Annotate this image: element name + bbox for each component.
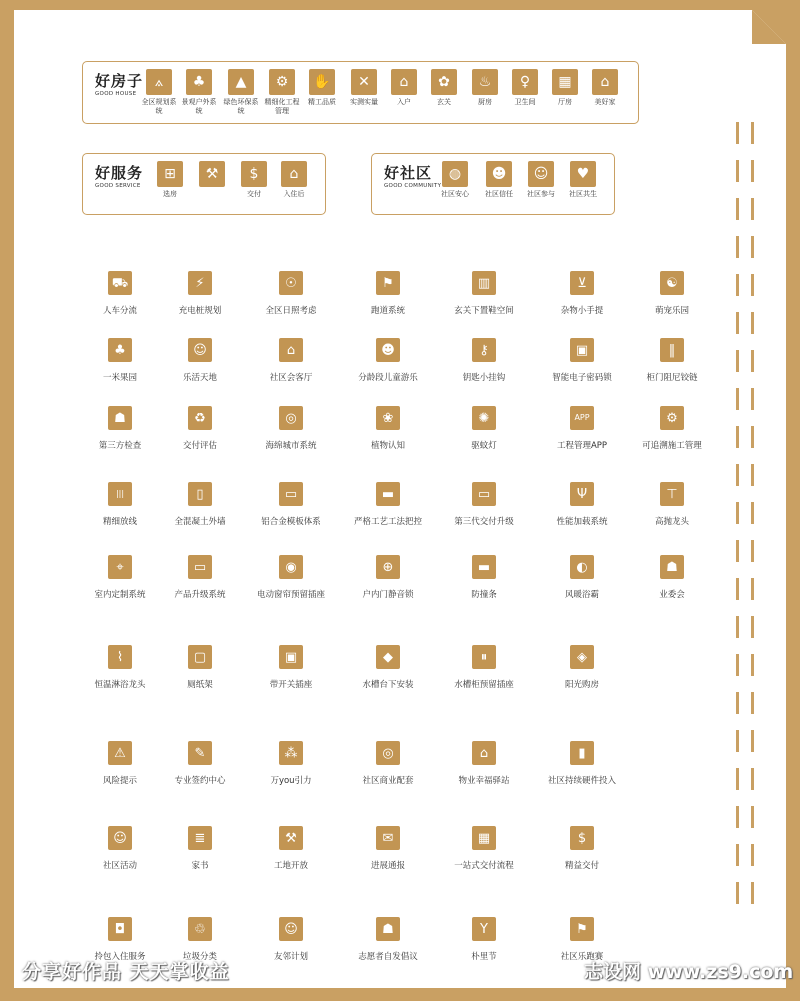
feature-item xyxy=(150,555,250,600)
feature-item xyxy=(434,482,534,527)
feature-item xyxy=(338,826,438,871)
panel-item xyxy=(219,69,263,116)
feature-item-label: 阳光购房 xyxy=(564,680,599,690)
hands-heart-icon: ♥ xyxy=(570,161,596,187)
feature-item-label: 萌宠乐园 xyxy=(654,306,689,316)
feature-item xyxy=(434,917,534,962)
feature-item xyxy=(434,338,534,383)
dash-segment xyxy=(736,236,739,258)
feature-item xyxy=(150,917,250,962)
dash-segment xyxy=(751,464,754,486)
dash-segment xyxy=(736,502,739,524)
panel-item xyxy=(561,161,605,199)
good-house-title xyxy=(95,72,143,97)
family-icon: ☺ xyxy=(528,161,554,187)
house-icon: ⌂ xyxy=(281,161,307,187)
molecule-icon: ⁂ xyxy=(279,741,303,765)
good-house-panel xyxy=(82,61,639,124)
hinge-icon: ‖ xyxy=(660,338,684,362)
charger-icon: ⚡ xyxy=(188,271,212,295)
feature-item-label: 进展通报 xyxy=(370,861,405,871)
bulb-icon: ◎ xyxy=(279,406,303,430)
dash-segment xyxy=(751,844,754,866)
feature-item-label: 拎包入住服务 xyxy=(94,952,146,962)
feature-item-label: 全区日照考虑 xyxy=(265,306,317,316)
globe-icon: ◍ xyxy=(442,161,468,187)
trace-gear-icon: ⚙ xyxy=(660,406,684,430)
dash-segment xyxy=(751,806,754,828)
activity-icon: ☺ xyxy=(108,826,132,850)
panel-item xyxy=(300,69,344,107)
feature-item xyxy=(532,271,632,316)
good-house-title-cn: 好房子 xyxy=(95,72,144,90)
panel-item-label: 社区信任 xyxy=(485,190,513,198)
panel-item xyxy=(148,161,192,199)
panel-item-label: 社区参与 xyxy=(527,190,555,198)
wall-icon: ▯ xyxy=(188,482,212,506)
watermark-left: 分享好作品 天天掌收益 xyxy=(22,961,230,983)
feature-item xyxy=(150,482,250,527)
device-icon: ▬ xyxy=(376,482,400,506)
feature-item xyxy=(338,917,438,962)
panel-item-label: 选房 xyxy=(163,190,177,198)
dash-segment xyxy=(751,882,754,904)
feature-item xyxy=(622,482,722,527)
panel-item xyxy=(543,69,587,107)
ruler-cross-icon: ✕ xyxy=(351,69,377,95)
good-service-title xyxy=(95,164,143,189)
feature-item-label: 物业幸福驿站 xyxy=(458,776,510,786)
panel-item xyxy=(422,69,466,107)
feature-item xyxy=(532,917,632,962)
feature-item-label: 专业签约中心 xyxy=(174,776,226,786)
runner-icon: ⚑ xyxy=(376,271,400,295)
dash-segment xyxy=(736,806,739,828)
inspector-icon: ☗ xyxy=(108,406,132,430)
feature-item-label: 恒温淋浴龙头 xyxy=(94,680,146,690)
feature-item xyxy=(338,271,438,316)
good-service-title-cn: 好服务 xyxy=(95,164,144,182)
pine-tree-icon: ▲ xyxy=(228,69,254,95)
bag-icon: ◘ xyxy=(108,917,132,941)
feature-item xyxy=(338,555,438,600)
feature-item-label: 精益交付 xyxy=(564,861,599,871)
panel-item-label: 交付 xyxy=(247,190,261,198)
feature-item xyxy=(241,406,341,451)
feature-item-label: 工地开放 xyxy=(273,861,308,871)
panel-item xyxy=(232,161,276,199)
calculator-icon: ▦ xyxy=(472,826,496,850)
feature-item-label: 社区商业配套 xyxy=(362,776,414,786)
moneybag2-icon: $ xyxy=(570,826,594,850)
feature-item-label: 防撞条 xyxy=(471,590,497,600)
app-icon: APP xyxy=(570,406,594,430)
good-service-panel xyxy=(82,153,326,215)
feature-item xyxy=(338,741,438,786)
feature-item xyxy=(532,338,632,383)
feature-item xyxy=(241,741,341,786)
warning-icon: ⚠ xyxy=(108,741,132,765)
feature-item-label: 社区乐跑赛 xyxy=(560,952,604,962)
feature-item-label: 一站式交付流程 xyxy=(454,861,514,871)
feature-item-label: 电动窗帘预留插座 xyxy=(256,590,325,600)
panel-item-label: 实测实量 xyxy=(350,98,378,106)
feature-item-label: 交付评估 xyxy=(182,441,217,451)
dash-segment xyxy=(736,388,739,410)
good-house-title-en: GOOD HOUSE xyxy=(95,91,137,97)
home-icon: ⌂ xyxy=(279,338,303,362)
living-room-icon: ▦ xyxy=(552,69,578,95)
good-community-title-cn: 好社区 xyxy=(384,164,433,182)
feature-item-label: 驱蚊灯 xyxy=(471,441,497,451)
panel-item-label: 社区安心 xyxy=(441,190,469,198)
dash-segment xyxy=(751,768,754,790)
feature-item-label: 志愿者自发倡议 xyxy=(358,952,418,962)
org-chart-icon: ⊞ xyxy=(157,161,183,187)
dash-segment xyxy=(736,274,739,296)
feature-item xyxy=(622,555,722,600)
feature-item-label: 业委会 xyxy=(659,590,685,600)
volunteer-icon: ☗ xyxy=(376,917,400,941)
feature-item-label: 乐活天地 xyxy=(182,373,217,383)
target-icon: ◎ xyxy=(376,741,400,765)
watermark-right: 志设网 www.zs9.com xyxy=(584,961,794,983)
panel-item-label: 全区规划系统 xyxy=(141,98,177,115)
panel-item-label: 精细化工程管理 xyxy=(264,98,300,115)
festival-icon: Y xyxy=(472,917,496,941)
feature-item xyxy=(532,482,632,527)
panel-item xyxy=(190,161,234,190)
faucet-icon: ⊤ xyxy=(660,482,684,506)
feature-item-label: 全混凝土外墙 xyxy=(174,517,226,527)
feature-item-label: 第三方检查 xyxy=(98,441,142,451)
feature-item-label: 人车分流 xyxy=(102,306,137,316)
dash-segment xyxy=(736,540,739,562)
feature-item-label: 第三代交付升级 xyxy=(454,517,514,527)
feature-item-label: 朴里节 xyxy=(471,952,497,962)
plant-icon: ✿ xyxy=(431,69,457,95)
drill2-icon: ⚒ xyxy=(279,826,303,850)
switch-socket-icon: ▣ xyxy=(279,645,303,669)
panel-item xyxy=(477,161,521,199)
dash-segment xyxy=(736,464,739,486)
dash-segment xyxy=(736,844,739,866)
dash-segment xyxy=(751,692,754,714)
water-drop-icon: ◆ xyxy=(376,645,400,669)
feature-item-label: 室内定制系统 xyxy=(94,590,146,600)
feature-item-label: 户内门静音锁 xyxy=(362,590,414,600)
dash-segment xyxy=(751,616,754,638)
dash-segment xyxy=(736,122,739,144)
feature-item xyxy=(241,555,341,600)
tissue-icon: ▢ xyxy=(188,645,212,669)
key-icon: ⚷ xyxy=(472,338,496,362)
panel-item-label: 厅房 xyxy=(558,98,572,106)
panel-item-label: 卫生间 xyxy=(514,98,536,106)
committee-icon: ☗ xyxy=(660,555,684,579)
socket-icon: ◉ xyxy=(279,555,303,579)
panel-item xyxy=(342,69,386,107)
feature-item-label: 风险提示 xyxy=(102,776,137,786)
basket-icon: ⊻ xyxy=(570,271,594,295)
feature-item xyxy=(532,555,632,600)
location-icon: ◈ xyxy=(570,645,594,669)
feature-item-label: 万you引力 xyxy=(270,776,312,786)
children-icon: ☻ xyxy=(376,338,400,362)
feature-item-label: 充电桩规划 xyxy=(178,306,222,316)
kitchen-icon: ♨ xyxy=(472,69,498,95)
feature-item-label: 风暖浴霸 xyxy=(564,590,599,600)
dash-segment xyxy=(751,502,754,524)
bottom-frame xyxy=(0,988,800,1001)
feature-item xyxy=(150,406,250,451)
dash-segment xyxy=(751,388,754,410)
letter-icon: ≣ xyxy=(188,826,212,850)
dash-segment xyxy=(736,654,739,676)
feature-item-label: 杂物小手提 xyxy=(560,306,604,316)
dash-segment xyxy=(751,198,754,220)
feature-item-label: 社区持续硬件投入 xyxy=(547,776,616,786)
dash-segment xyxy=(736,426,739,448)
shower-icon: ⌇ xyxy=(108,645,132,669)
feature-item xyxy=(241,917,341,962)
panel-item xyxy=(260,69,304,116)
feature-item xyxy=(241,338,341,383)
smart-lock-icon: ▣ xyxy=(570,338,594,362)
feature-item-label: 水槽台下安装 xyxy=(362,680,414,690)
hand-quality-icon: ✋ xyxy=(309,69,335,95)
dash-segment xyxy=(751,236,754,258)
restroom-icon: ♀ xyxy=(512,69,538,95)
kid-icon: ☺ xyxy=(188,338,212,362)
feature-item-label: 产品升级系统 xyxy=(174,590,226,600)
pen-icon: ✎ xyxy=(188,741,212,765)
dash-segment xyxy=(751,578,754,600)
good-community-panel xyxy=(371,153,615,215)
run2-icon: ⚑ xyxy=(570,917,594,941)
feature-item xyxy=(338,482,438,527)
laptop-icon: ▭ xyxy=(188,555,212,579)
feature-item-label: 社区会客厅 xyxy=(269,373,313,383)
feature-item-label: 带开关插座 xyxy=(269,680,313,690)
station-icon: ⌂ xyxy=(472,741,496,765)
feature-item-label: 可追溯施工管理 xyxy=(642,441,702,451)
page-fold-corner xyxy=(752,10,786,44)
recycle-icon: ♻ xyxy=(188,406,212,430)
dash-segment xyxy=(736,692,739,714)
feature-item xyxy=(434,741,534,786)
feature-item-label: 分龄段儿童游乐 xyxy=(358,373,418,383)
feature-item xyxy=(150,271,250,316)
feature-item-label: 工程管理APP xyxy=(556,441,608,451)
feature-item xyxy=(532,645,632,690)
panel-item-label: 景观户外系统 xyxy=(181,98,217,115)
panel-item-label: 绿色环保系统 xyxy=(223,98,259,115)
dash-segment xyxy=(736,578,739,600)
feature-item-label: 玄关下置鞋空间 xyxy=(454,306,514,316)
feature-item-label: 一米果园 xyxy=(102,373,137,383)
dash-segment xyxy=(751,540,754,562)
car-icon: ⛟ xyxy=(108,271,132,295)
feature-item-label: 高抛龙头 xyxy=(654,517,689,527)
drop-icon: ◐ xyxy=(570,555,594,579)
feature-item-label: 跑道系统 xyxy=(370,306,405,316)
feature-item xyxy=(622,338,722,383)
lamp-icon: ✺ xyxy=(472,406,496,430)
dash-segment xyxy=(751,426,754,448)
flower-icon: ❀ xyxy=(376,406,400,430)
panel-item-label: 入户 xyxy=(397,98,411,106)
feature-item xyxy=(338,338,438,383)
feature-item-label: 家书 xyxy=(191,861,209,871)
panel-item xyxy=(433,161,477,199)
feature-item-label: 厕纸架 xyxy=(187,680,213,690)
fruit-tree-icon: ♣ xyxy=(108,338,132,362)
dash-segment xyxy=(736,882,739,904)
feature-item-label: 铝合金模板体系 xyxy=(261,517,321,527)
feature-item xyxy=(150,741,250,786)
outlet-icon: ⏸ xyxy=(472,645,496,669)
feature-item-label: 海绵城市系统 xyxy=(265,441,317,451)
feature-item xyxy=(434,645,534,690)
feature-item-label: 柜门阻尼铰链 xyxy=(646,373,698,383)
panel-item xyxy=(503,69,547,107)
mail-icon: ✉ xyxy=(376,826,400,850)
panel-item-label: 厨房 xyxy=(478,98,492,106)
feature-item-label: 智能电子密码锁 xyxy=(552,373,612,383)
dashed-line-2 xyxy=(751,122,754,920)
feature-item xyxy=(241,482,341,527)
owl-icon: ☯ xyxy=(660,271,684,295)
feature-item xyxy=(338,406,438,451)
panel-item-label: 美好家 xyxy=(594,98,616,106)
neighbors-icon: ☺ xyxy=(279,917,303,941)
feature-item-label: 植物认知 xyxy=(370,441,405,451)
feature-item xyxy=(532,406,632,451)
feature-item xyxy=(150,645,250,690)
feature-item xyxy=(241,826,341,871)
feature-item xyxy=(241,645,341,690)
panel-item xyxy=(272,161,316,199)
lines-icon: ||| xyxy=(108,482,132,506)
feature-item-label: 社区活动 xyxy=(102,861,137,871)
panel-item xyxy=(463,69,507,107)
template-box-icon: ▭ xyxy=(279,482,303,506)
panel-item-label: 精工品质 xyxy=(308,98,336,106)
feature-item-label: 水槽柜预留插座 xyxy=(454,680,514,690)
dash-segment xyxy=(736,160,739,182)
dash-segment xyxy=(736,198,739,220)
feature-item-label: 垃圾分类 xyxy=(182,952,217,962)
dash-segment xyxy=(736,768,739,790)
feature-item xyxy=(338,645,438,690)
dash-segment xyxy=(751,730,754,752)
dash-segment xyxy=(736,350,739,372)
feature-item xyxy=(150,338,250,383)
dash-segment xyxy=(736,312,739,334)
good-service-title-en: GOOD SERVICE xyxy=(95,183,141,189)
panel-item xyxy=(382,69,426,107)
panel-item xyxy=(137,69,181,116)
bumper-icon: ▬ xyxy=(472,555,496,579)
shoe-cabinet-icon: ▥ xyxy=(472,271,496,295)
dash-segment xyxy=(751,274,754,296)
dash-segment xyxy=(736,730,739,752)
dashed-line-1 xyxy=(736,122,739,920)
padlock-icon: ⊕ xyxy=(376,555,400,579)
feature-item xyxy=(241,271,341,316)
tree-icon: ♣ xyxy=(186,69,212,95)
dash-segment xyxy=(751,312,754,334)
panel-item xyxy=(583,69,627,107)
trash-icon: ♲ xyxy=(188,917,212,941)
feature-item-label: 友邻计划 xyxy=(273,952,308,962)
feature-item xyxy=(622,271,722,316)
usb-icon: Ψ xyxy=(570,482,594,506)
dash-segment xyxy=(736,616,739,638)
feature-item xyxy=(434,826,534,871)
feature-item xyxy=(150,826,250,871)
feature-item xyxy=(532,741,632,786)
happy-home-icon: ⌂ xyxy=(592,69,618,95)
good-community-title-en: GOOD COMMUNITY xyxy=(384,183,442,189)
feature-item xyxy=(532,826,632,871)
dash-segment xyxy=(751,350,754,372)
dash-segment xyxy=(751,122,754,144)
custom-icon: ⌖ xyxy=(108,555,132,579)
person-icon: ▮ xyxy=(570,741,594,765)
people-icon: ☻ xyxy=(486,161,512,187)
feature-item xyxy=(434,555,534,600)
panel-item-label: 入住后 xyxy=(283,190,305,198)
feature-item-label: 性能加载系统 xyxy=(556,517,608,527)
panel-item xyxy=(519,161,563,199)
feature-item-label: 严格工艺工法把控 xyxy=(353,517,422,527)
sun-icon: ☉ xyxy=(279,271,303,295)
compass-icon: ⟑ xyxy=(146,69,172,95)
feature-item xyxy=(434,406,534,451)
dash-segment xyxy=(751,160,754,182)
dash-segment xyxy=(751,654,754,676)
gear-icon: ⚙ xyxy=(269,69,295,95)
money-bag-icon: $ xyxy=(241,161,267,187)
feature-item-label: 精细放线 xyxy=(102,517,137,527)
panel-item-label: 社区共生 xyxy=(569,190,597,198)
panel-item-label: 玄关 xyxy=(437,98,451,106)
feature-item xyxy=(622,406,722,451)
feature-item-label: 钥匙小挂钩 xyxy=(462,373,506,383)
panel-item xyxy=(177,69,221,116)
entry-home-icon: ⌂ xyxy=(391,69,417,95)
drill-icon: ⚒ xyxy=(199,161,225,187)
feature-item xyxy=(434,271,534,316)
card-icon: ▭ xyxy=(472,482,496,506)
